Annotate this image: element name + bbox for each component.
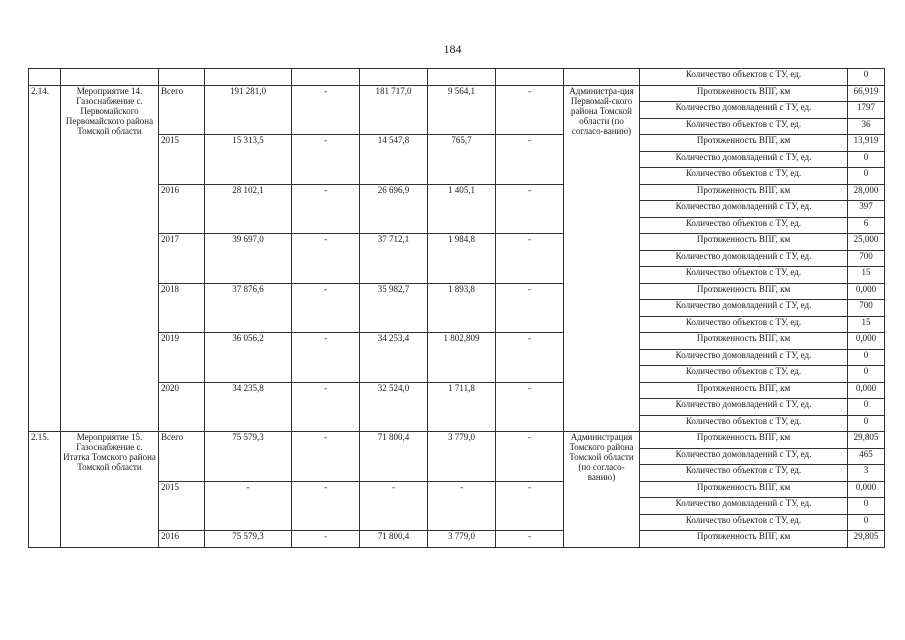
- indicator-label: Количество домовладений с ТУ, ед.: [640, 102, 848, 119]
- indicator-label: Количество объектов с ТУ, ед.: [640, 267, 848, 284]
- regional-cell: -: [360, 481, 428, 531]
- regional-cell: 71 800,4: [360, 531, 428, 548]
- regional-cell: 71 800,4: [360, 432, 428, 482]
- regional-cell: 26 696,9: [360, 184, 428, 234]
- local-cell: 765,7: [428, 135, 496, 185]
- year-cell: Всего: [159, 432, 205, 482]
- local-cell: 9 564,1: [428, 85, 496, 135]
- indicator-label: Протяженность ВПГ, км: [640, 283, 848, 300]
- section-name: Мероприятие 15. Газоснабжение с. Итатка Томского района Томской области: [61, 432, 159, 548]
- indicator-value: 0: [848, 349, 885, 366]
- federal-cell: -: [292, 333, 360, 383]
- regional-cell: 181 717,0: [360, 85, 428, 135]
- year-cell: 2017: [159, 234, 205, 284]
- indicator-label: Количество домовладений с ТУ, ед.: [640, 201, 848, 218]
- table-row: [29, 69, 885, 86]
- regional-cell: 35 982,7: [360, 283, 428, 333]
- indicator-label: Количество объектов с ТУ, ед.: [640, 465, 848, 482]
- indicator-label: Протяженность ВПГ, км: [640, 85, 848, 102]
- indicator-label: Количество объектов с ТУ, ед.: [640, 316, 848, 333]
- indicator-value: 13,919: [848, 135, 885, 152]
- indicator-label: Количество объектов с ТУ, ед.: [640, 514, 848, 531]
- indicator-value: 0: [848, 399, 885, 416]
- local-cell: 1 802,809: [428, 333, 496, 383]
- indicator-label: Протяженность ВПГ, км: [640, 184, 848, 201]
- indicator-label: Количество домовладений с ТУ, ед.: [640, 151, 848, 168]
- indicator-value: 66,919: [848, 85, 885, 102]
- indicator-value: 700: [848, 250, 885, 267]
- extra-cell: -: [496, 531, 564, 548]
- indicator-label: Количество домовладений с ТУ, ед.: [640, 349, 848, 366]
- regional-cell: 37 712,1: [360, 234, 428, 284]
- federal-cell: -: [292, 184, 360, 234]
- table-row: [29, 432, 885, 449]
- total-cell: 75 579,3: [205, 531, 292, 548]
- local-cell: 1 711,8: [428, 382, 496, 432]
- extra-cell: -: [496, 481, 564, 531]
- page-number: 184: [443, 42, 462, 56]
- indicator-value: 0: [848, 366, 885, 383]
- indicator-value: 15: [848, 316, 885, 333]
- indicator-value: 0: [848, 151, 885, 168]
- year-cell: 2020: [159, 382, 205, 432]
- extra-cell: -: [496, 135, 564, 185]
- indicator-label: Протяженность ВПГ, км: [640, 432, 848, 449]
- year-cell: Всего: [159, 85, 205, 135]
- total-cell: 28 102,1: [205, 184, 292, 234]
- extra-cell: -: [496, 234, 564, 284]
- indicator-value: 0,000: [848, 382, 885, 399]
- regional-cell: 14 547,8: [360, 135, 428, 185]
- local-cell: -: [428, 481, 496, 531]
- indicator-value: 0: [848, 415, 885, 432]
- total-cell: 191 281,0: [205, 85, 292, 135]
- year-cell: 2015: [159, 481, 205, 531]
- year-cell: 2019: [159, 333, 205, 383]
- indicator-label: Количество домовладений с ТУ, ед.: [640, 448, 848, 465]
- indicator-value: 0: [848, 498, 885, 515]
- section-name: Мероприятие 14. Газоснабжение с. Первомайского Первомайского района Томской области: [61, 85, 159, 432]
- total-cell: 39 697,0: [205, 234, 292, 284]
- federal-cell: -: [292, 283, 360, 333]
- indicator-label: Количество объектов с ТУ, ед.: [640, 69, 848, 86]
- federal-cell: -: [292, 234, 360, 284]
- indicator-value: 0: [848, 69, 885, 86]
- local-cell: 1 405,1: [428, 184, 496, 234]
- executor-cell: Администрация Томского района Томской области (по согласо-ванию): [564, 432, 640, 548]
- federal-cell: -: [292, 481, 360, 531]
- local-cell: 1 984,8: [428, 234, 496, 284]
- indicator-value: 0: [848, 514, 885, 531]
- indicator-value: 36: [848, 118, 885, 135]
- indicator-value: 28,000: [848, 184, 885, 201]
- indicator-label: Количество объектов с ТУ, ед.: [640, 118, 848, 135]
- total-cell: -: [205, 481, 292, 531]
- indicator-label: Протяженность ВПГ, км: [640, 234, 848, 251]
- total-cell: 37 876,6: [205, 283, 292, 333]
- indicator-label: Количество объектов с ТУ, ед.: [640, 217, 848, 234]
- local-cell: 3 779,0: [428, 432, 496, 482]
- indicator-value: 29,805: [848, 531, 885, 548]
- indicator-value: 29,805: [848, 432, 885, 449]
- indicator-label: Протяженность ВПГ, км: [640, 135, 848, 152]
- total-cell: 36 056,2: [205, 333, 292, 383]
- indicator-value: 6: [848, 217, 885, 234]
- extra-cell: -: [496, 184, 564, 234]
- extra-cell: -: [496, 333, 564, 383]
- indicator-value: 15: [848, 267, 885, 284]
- total-cell: 34 235,8: [205, 382, 292, 432]
- indicator-label: Количество объектов с ТУ, ед.: [640, 415, 848, 432]
- federal-cell: -: [292, 531, 360, 548]
- indicator-label: Протяженность ВПГ, км: [640, 382, 848, 399]
- extra-cell: -: [496, 85, 564, 135]
- federal-cell: -: [292, 85, 360, 135]
- federal-cell: -: [292, 135, 360, 185]
- total-cell: 15 313,5: [205, 135, 292, 185]
- indicator-value: 465: [848, 448, 885, 465]
- year-cell: 2015: [159, 135, 205, 185]
- executor-cell: Администра-ция Первомай-ского района Томской области (по согласо-ванию): [564, 85, 640, 432]
- extra-cell: -: [496, 432, 564, 482]
- total-cell: 75 579,3: [205, 432, 292, 482]
- indicator-label: Количество объектов с ТУ, ед.: [640, 366, 848, 383]
- indicator-value: 0: [848, 168, 885, 185]
- indicator-label: Протяженность ВПГ, км: [640, 531, 848, 548]
- indicator-label: Количество домовладений с ТУ, ед.: [640, 300, 848, 317]
- indicator-value: 25,000: [848, 234, 885, 251]
- indicator-value: 0,000: [848, 283, 885, 300]
- indicator-value: 0,000: [848, 333, 885, 350]
- indicator-value: 700: [848, 300, 885, 317]
- indicator-value: 397: [848, 201, 885, 218]
- program-table: [28, 68, 885, 548]
- federal-cell: -: [292, 432, 360, 482]
- indicator-label: Протяженность ВПГ, км: [640, 481, 848, 498]
- federal-cell: -: [292, 382, 360, 432]
- indicator-label: Количество домовладений с ТУ, ед.: [640, 399, 848, 416]
- local-cell: 3 779,0: [428, 531, 496, 548]
- indicator-value: 1797: [848, 102, 885, 119]
- indicator-label: Протяженность ВПГ, км: [640, 333, 848, 350]
- year-cell: 2018: [159, 283, 205, 333]
- table-row: [29, 85, 885, 102]
- indicator-value: 0,000: [848, 481, 885, 498]
- local-cell: 1 893,8: [428, 283, 496, 333]
- indicator-value: 3: [848, 465, 885, 482]
- extra-cell: -: [496, 283, 564, 333]
- year-cell: 2016: [159, 184, 205, 234]
- table-body: [29, 69, 885, 548]
- indicator-label: Количество домовладений с ТУ, ед.: [640, 250, 848, 267]
- section-number: 2.14.: [29, 85, 61, 432]
- section-number: 2.15.: [29, 432, 61, 548]
- extra-cell: -: [496, 382, 564, 432]
- indicator-label: Количество объектов с ТУ, ед.: [640, 168, 848, 185]
- year-cell: 2016: [159, 531, 205, 548]
- indicator-label: Количество домовладений с ТУ, ед.: [640, 498, 848, 515]
- regional-cell: 32 524,0: [360, 382, 428, 432]
- regional-cell: 34 253,4: [360, 333, 428, 383]
